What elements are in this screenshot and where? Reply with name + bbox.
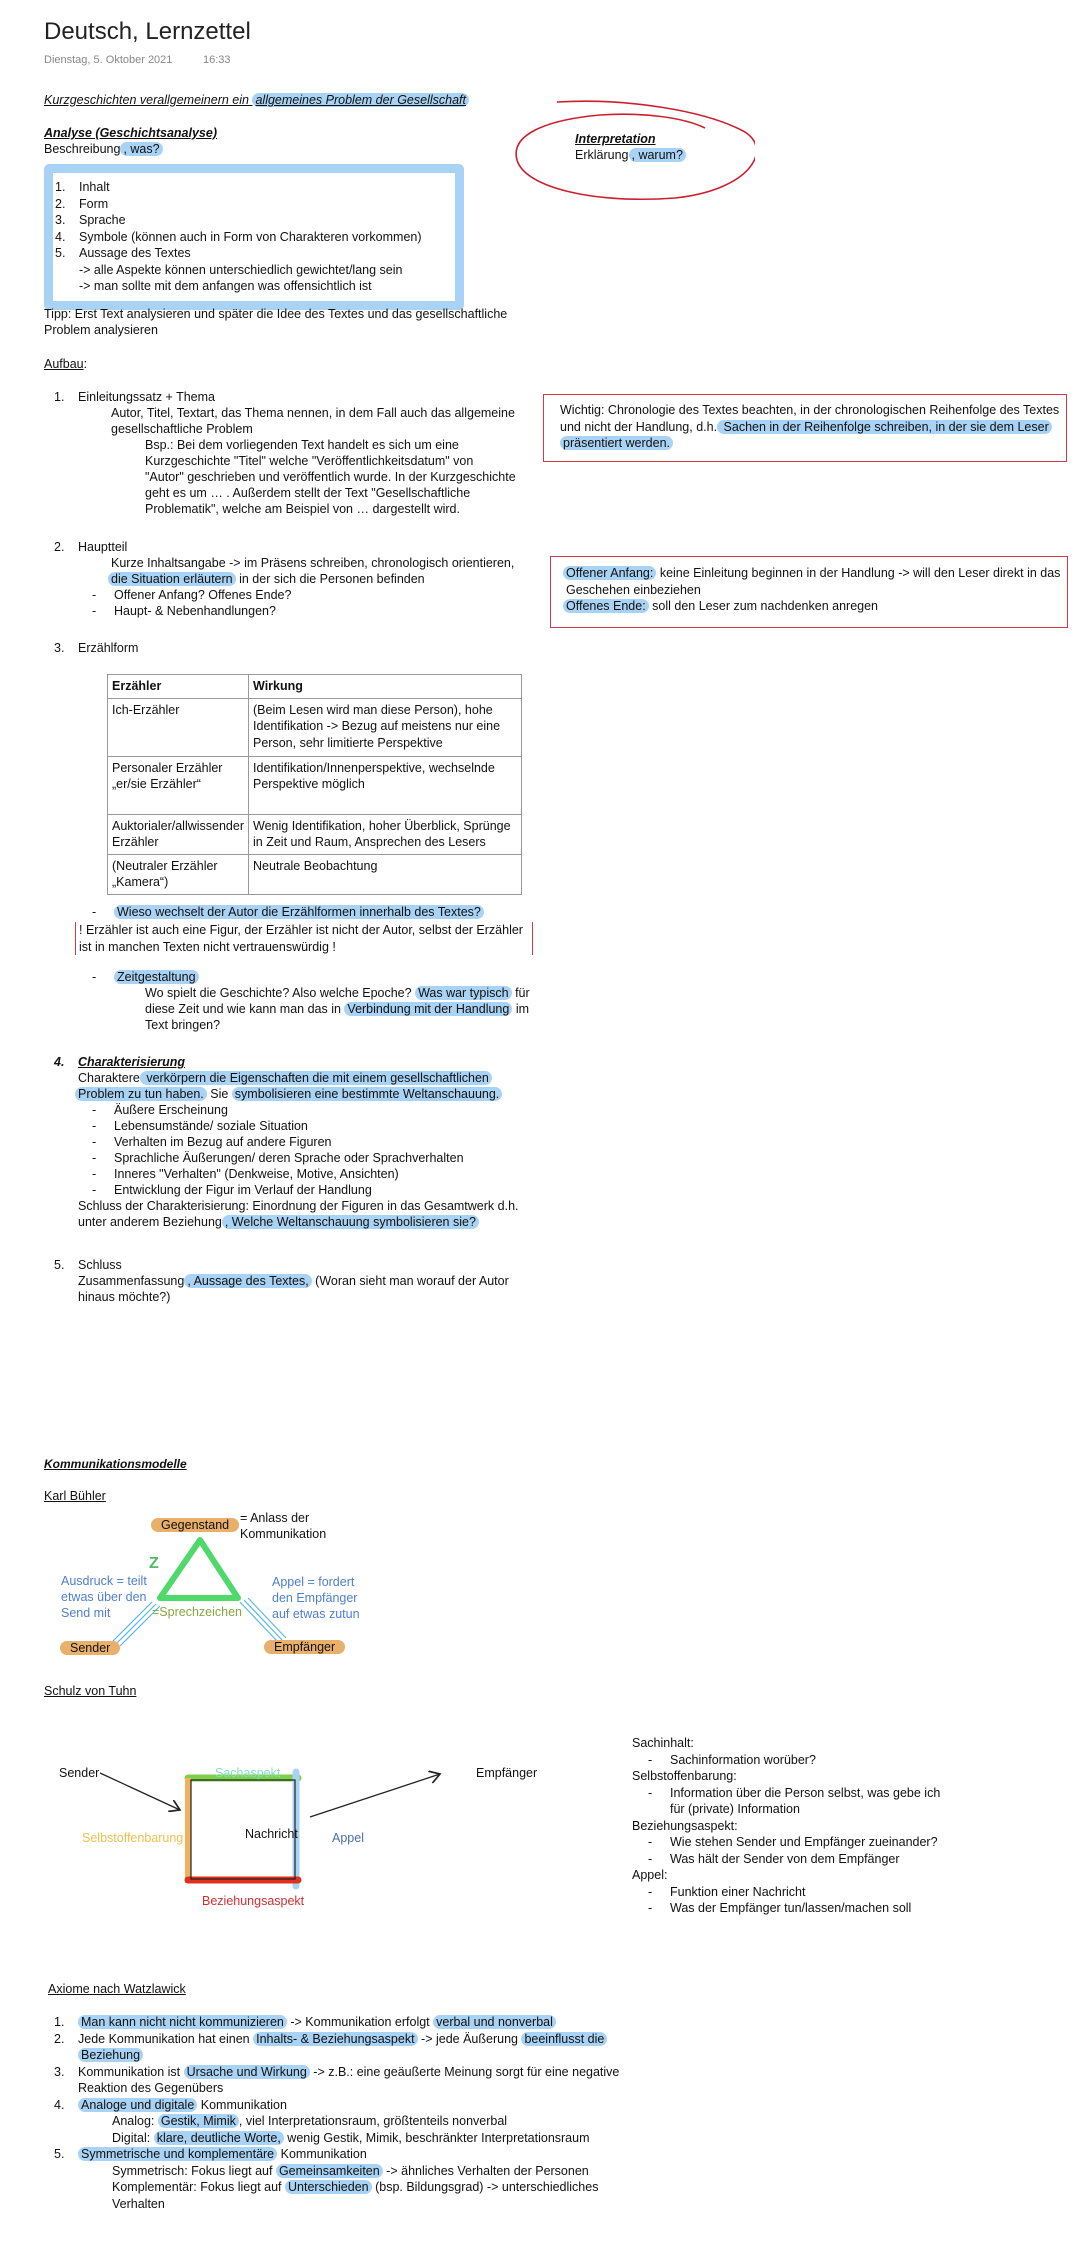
axiom-item: 1. Man kann nicht nicht kommunizieren -> Kommunikation erfolgt verbal und nonverbal — [54, 2014, 619, 2031]
table-cell: Personaler Erzähler „er/sie Erzähler“ — [108, 756, 249, 814]
anlass-text: Kommunikation — [240, 1527, 327, 1541]
section-3-title: 3. Erzählform — [54, 641, 139, 655]
page-time: 16:33 — [203, 54, 231, 66]
legend-item: - Was der Empfänger tun/lassen/machen soll — [648, 1901, 912, 1915]
bullet: - Lebensumstände/ soziale Situation — [92, 1119, 308, 1133]
sachaspekt-label: Sachaspekt — [215, 1766, 281, 1780]
table-cell: (Beim Lesen wird man diese Person), hohe Identifikation -> Bezug auf meistens nur eine Person, sehr limitierte Perspektive — [249, 698, 522, 756]
list-note: -> man sollte mit dem anfangen was offensichtlich ist — [79, 279, 372, 293]
offen-box — [550, 556, 1068, 628]
table-row — [108, 854, 522, 894]
beziehungsaspekt-label: Beziehungsaspekt — [202, 1894, 305, 1908]
gegenstand-label: Gegenstand — [151, 1517, 239, 1534]
section-5-text: Zusammenfassung , Aussage des Textes, (Woran sieht man worauf der Autor — [78, 1274, 509, 1288]
example-text: Bsp.: Bei dem vorliegenden Text handelt es sich um eine — [145, 438, 459, 452]
offen-text: Geschehen einbeziehen — [566, 582, 701, 597]
list-item: 5. Aussage des Textes — [55, 246, 191, 260]
section-4-text: Schluss der Charakterisierung: Einordnung der Figuren in das Gesamtwerk d.h. — [78, 1199, 519, 1213]
table-row — [108, 756, 522, 814]
legend-label: Sachinhalt: — [632, 1736, 694, 1750]
appel-text: Appel = fordert — [272, 1575, 355, 1589]
bullet: - Entwicklung der Figur im Verlauf der Handlung — [92, 1183, 372, 1197]
wichtig-text: Wichtig: Chronologie des Textes beachten, in der chronologischen Reihenfolge des Textes — [560, 403, 1060, 417]
axiom-sub: Verhalten — [112, 2196, 165, 2211]
analyse-sub-highlight: , was? — [120, 142, 162, 156]
legend-item: - Information über die Person selbst, was gebe ich — [648, 1785, 941, 1800]
schulz-heading: Schulz von Tuhn — [44, 1684, 137, 1698]
zeit-text: diese Zeit und wie kann man das in Verbindung mit der Handlung im — [145, 1002, 530, 1016]
bullet: - Inneres "Verhalten" (Denkweise, Motive, Ansichten) — [92, 1167, 399, 1181]
analyse-heading: Analyse (Geschichtsanalyse) — [44, 126, 217, 140]
analyse-list-box — [44, 164, 464, 310]
legend-item: - Was hält der Sender von dem Empfänger — [648, 1851, 900, 1866]
bullet: - Haupt- & Nebenhandlungen? — [92, 604, 276, 618]
interpretation-sub: Erklärung , warum? — [575, 147, 686, 164]
sprechzeichen-label: =Sprechzeichen — [152, 1605, 242, 1619]
axiom-item: 3. Kommunikation ist Ursache und Wirkung -> z.B.: eine geäußerte Meinung sorgt für eine negative — [54, 2064, 620, 2079]
section-4-text: Problem zu tun haben. Sie symbolisieren eine bestimmte Weltanschauung. — [75, 1086, 502, 1103]
section-4-text: unter anderem Beziehung , Welche Weltanschauung symbolisieren sie? — [78, 1214, 479, 1231]
watzlawick-list — [54, 2014, 619, 2212]
table-row — [108, 814, 522, 854]
wichtig-text: präsentiert werden. — [560, 435, 1066, 452]
bullet: - Offener Anfang? Offenes Ende? — [92, 588, 292, 602]
intro-text: Kurzgeschichten verallgemeinern ein — [44, 93, 249, 107]
bullet: - Sprachliche Äußerungen/ deren Sprache oder Sprachverhalten — [92, 1151, 464, 1165]
section-4-title: 4. Charakterisierung — [54, 1055, 185, 1069]
legend-label: Appel: — [632, 1868, 668, 1882]
page-date: Dienstag, 5. Oktober 2021 — [44, 54, 173, 66]
intro-highlight: allgemeines Problem der Gesellschaft — [252, 93, 469, 107]
page-title: Deutsch, Lernzettel — [44, 18, 251, 45]
section-2-text: die Situation erläutern in der sich die Personen befinden — [108, 571, 425, 588]
erzaehler-table — [107, 674, 522, 895]
intro-line — [44, 92, 469, 109]
example-text: geht es um … . Außerdem stellt der Text "Gesellschaftliche — [145, 486, 471, 500]
legend-item: für (private) Information — [670, 1802, 800, 1816]
ausdruck-text: etwas über den — [61, 1590, 147, 1604]
interpretation-heading: Interpretation — [575, 132, 656, 146]
axiom-item: 5. Symmetrische und komplementäre Kommunikation — [54, 2147, 367, 2161]
list-item: 1. Inhalt — [55, 180, 110, 194]
aufbau-heading: Aufbau: — [44, 357, 88, 371]
appel-text: den Empfänger — [272, 1591, 358, 1605]
wichtig-text: und nicht der Handlung, d.h. Sachen in der Reihenfolge schreiben, in der sie dem Leser — [560, 419, 1066, 436]
axiom-sub: Analog: Gestik, Mimik , viel Interpretationsraum, größtenteils nonverbal — [112, 2114, 508, 2128]
table-cell: Identifikation/Innenperspektive, wechselnde Perspektive möglich — [249, 756, 522, 814]
komm-heading: Kommunikationsmodelle — [44, 1457, 187, 1471]
axiom-sub: Symmetrisch: Fokus liegt auf Gemeinsamkeiten -> ähnliches Verhalten der Personen — [112, 2163, 589, 2178]
bullet: - Verhalten im Bezug auf andere Figuren — [92, 1135, 332, 1149]
axiom-item: 4. Analoge und digitale Kommunikation — [54, 2097, 287, 2112]
axiom-item-cont: Beziehung — [54, 2047, 619, 2064]
legend-label: Selbstoffenbarung: — [632, 1769, 737, 1783]
table-cell: Auktorialer/allwissender Erzähler — [108, 814, 249, 854]
tipp-line-2: Problem analysieren — [44, 323, 158, 337]
schulz-sender-label: Sender — [59, 1766, 100, 1780]
section-5-text: hinaus möchte?) — [78, 1290, 171, 1304]
example-text: Kurzgeschichte "Titel" welche "Veröffentlichkeitsdatum" von — [145, 454, 474, 468]
list-item: 4. Symbole (können auch in Form von Charakteren vorkommen) — [55, 229, 422, 244]
section-1-title: 1. Einleitungssatz + Thema — [54, 390, 215, 404]
wichtig-box — [543, 394, 1067, 462]
offen-text: Offener Anfang: keine Einleitung beginnen in der Handlung -> will den Leser direkt in das — [563, 565, 1067, 582]
legend-item: - Wie stehen Sender und Empfänger zueinander? — [648, 1835, 938, 1849]
appel-label: Appel — [332, 1831, 364, 1845]
axiom-sub: Digital: klare, deutliche Worte, wenig Gestik, Mimik, beschränkter Interpretationsraum — [112, 2130, 590, 2145]
table-header: Wirkung — [249, 675, 522, 699]
section-5-title: 5. Schluss — [54, 1258, 122, 1272]
ausdruck-text: Ausdruck = teilt — [61, 1574, 147, 1588]
legend-item: - Funktion einer Nachricht — [648, 1884, 806, 1899]
example-text: "Autor" geschrieben und veröffentlich wurde. In der Kurzgeschichte — [145, 470, 516, 484]
analyse-sub — [44, 141, 163, 158]
warning-text: ! Erzähler ist auch eine Figur, der Erzähler ist nicht der Autor, selbst der Erzähler — [79, 923, 523, 937]
section-2-title: 2. Hauptteil — [54, 540, 128, 554]
selbstoffenbarung-label: Selbstoffenbarung — [82, 1831, 184, 1845]
axiom-sub: Komplementär: Fokus liegt auf Unterschieden (bsp. Bildungsgrad) -> unterschiedliches — [112, 2180, 599, 2194]
empfaenger-label: Empfänger — [264, 1639, 345, 1656]
sender-label: Sender — [60, 1640, 120, 1657]
analyse-sub-text: Beschreibung — [44, 142, 121, 156]
table-cell: Ich-Erzähler — [108, 698, 249, 756]
zeit-text: Wo spielt die Geschichte? Also welche Epoche? Was war typisch für — [145, 986, 530, 1000]
section-2-text: Kurze Inhaltsangabe -> im Präsens schreiben, chronologisch orientieren, — [111, 556, 515, 570]
list-note: -> alle Aspekte können unterschiedlich gewichtet/lang sein — [79, 262, 403, 277]
axiom-item-cont: Reaktion des Gegenübers — [78, 2081, 224, 2095]
section-1-text: Autor, Titel, Textart, das Thema nennen, in dem Fall auch das allgemeine — [111, 406, 515, 420]
section-4-text: Charaktere verkörpern die Eigenschaften die mit einem gesellschaftlichen — [78, 1070, 492, 1087]
table-row — [108, 698, 522, 756]
triangle-z-label: Z — [149, 1555, 159, 1572]
schulz-empfaenger-label: Empfänger — [476, 1766, 538, 1780]
offen-text: Offenes Ende: soll den Leser zum nachdenken anregen — [563, 598, 1067, 615]
appel-text: auf etwas zutun — [272, 1607, 360, 1621]
list-item: 3. Sprache — [55, 213, 126, 227]
section-1-text: gesellschaftliche Problem — [111, 422, 253, 436]
nachricht-label: Nachricht — [245, 1827, 298, 1841]
example-text: Problematik", welche am Beispiel von … dargestellt wird. — [145, 502, 460, 516]
table-cell: Neutrale Beobachtung — [249, 854, 522, 894]
ausdruck-text: Send mit — [61, 1606, 111, 1620]
legend-item: - Sachinformation worüber? — [648, 1752, 816, 1767]
table-cell: (Neutraler Erzähler „Kamera“) — [108, 854, 249, 894]
wieso-bullet: - Wieso wechselt der Autor die Erzählformen innerhalb des Textes? — [92, 904, 484, 921]
zeit-bullet: - Zeitgestaltung — [92, 969, 199, 986]
zeit-text: Text bringen? — [145, 1018, 221, 1032]
table-cell: Wenig Identifikation, hoher Überblick, Sprünge in Zeit und Raum, Ansprechen des Lesers — [249, 814, 522, 854]
bullet: - Äußere Erscheinung — [92, 1103, 228, 1117]
buehler-heading: Karl Bühler — [44, 1489, 106, 1503]
tipp-line-1: Tipp: Erst Text analysieren und später die Idee des Textes und das gesellschaftliche — [44, 307, 508, 321]
watzlawick-heading: Axiome nach Watzlawick — [48, 1982, 186, 1996]
warning-note — [75, 922, 533, 955]
warning-text: ist in manchen Texten nicht vertrauenswürdig ! — [79, 939, 336, 954]
schulz-legend — [632, 1735, 940, 1917]
table-header-row — [108, 675, 522, 699]
anlass-text: = Anlass der — [240, 1511, 310, 1525]
legend-label: Beziehungsaspekt: — [632, 1818, 738, 1833]
table-header: Erzähler — [108, 675, 249, 699]
list-item: 2. Form — [55, 196, 109, 211]
axiom-item: 2. Jede Kommunikation hat einen Inhalts- & Beziehungsaspekt -> jede Äußerung beeinflusst die — [54, 2031, 619, 2048]
